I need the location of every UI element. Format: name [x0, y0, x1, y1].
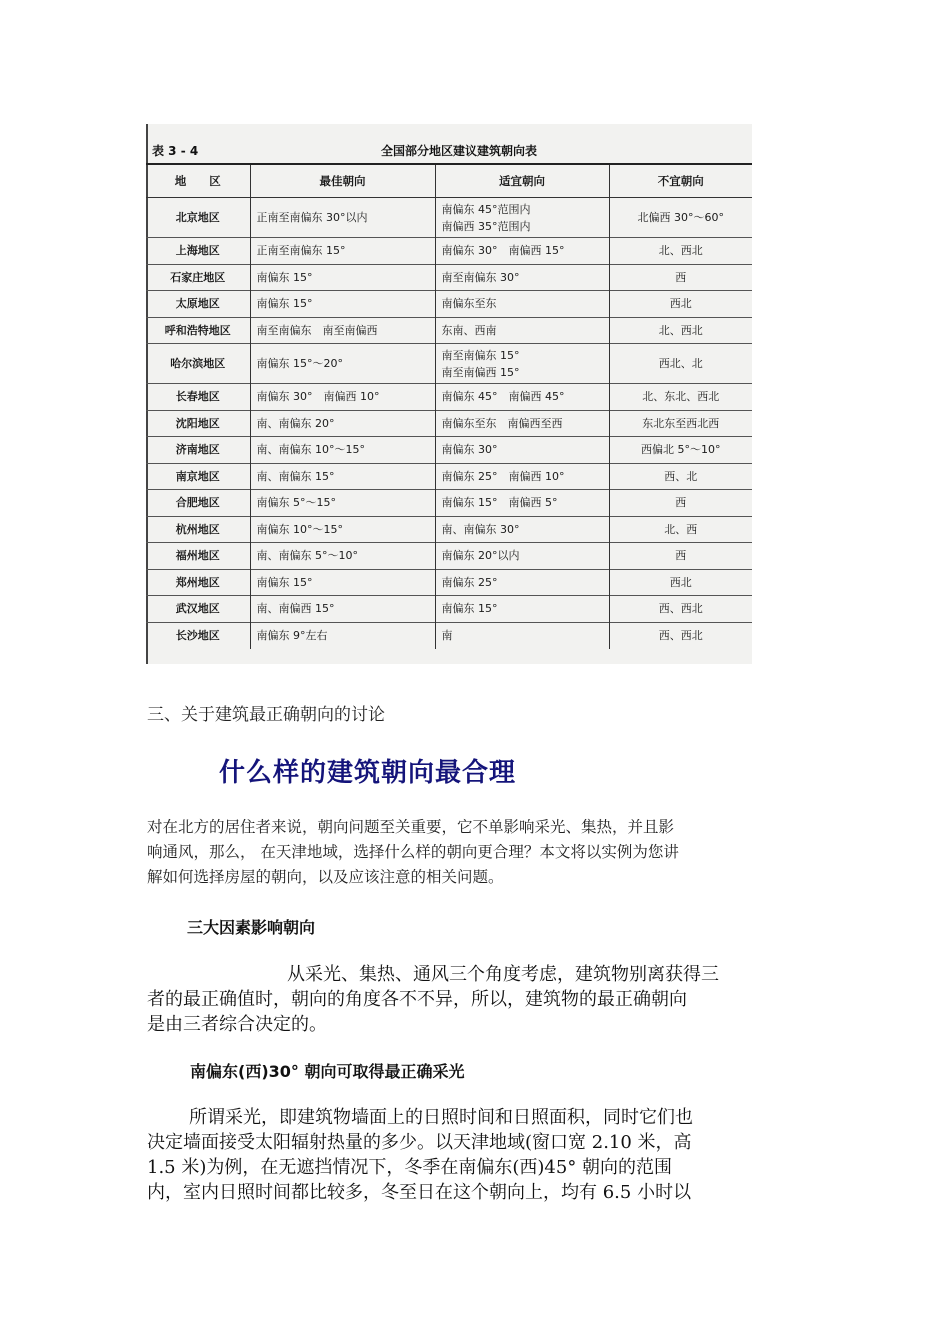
suitable-cell	[435, 516, 609, 543]
suitable-cell	[435, 622, 609, 649]
best-cell	[250, 410, 435, 437]
cell-line: 正南至南偏东 15°	[256, 244, 346, 258]
cell-line: 西	[675, 270, 687, 284]
unsuitable-cell	[609, 198, 752, 238]
best-cell	[250, 344, 435, 384]
suitable-cell	[435, 317, 609, 344]
suitable-cell	[435, 198, 609, 238]
suitable-cell	[435, 463, 609, 490]
cell-line: 北、西北	[658, 244, 703, 258]
cell-line: 南偏东 45°范围内	[441, 202, 531, 216]
table-row	[146, 238, 752, 265]
cell-line: 南偏东 5°～15°	[256, 496, 336, 510]
region-cell	[146, 198, 250, 238]
cell-line: 南、南偏东 20°	[256, 416, 335, 430]
intro-line: 解如何选择房屋的朝向，以及应该注意的相关问题。	[147, 868, 504, 886]
best-cell	[250, 291, 435, 318]
suitable-cell	[435, 291, 609, 318]
best-cell	[250, 264, 435, 291]
table-row	[146, 384, 752, 411]
region-cell	[146, 490, 250, 517]
para-line: 是由三者综合决定的。	[147, 1014, 327, 1035]
unsuitable-cell	[609, 569, 752, 596]
cell-line: 武汉地区	[175, 602, 220, 616]
table-row	[146, 596, 752, 623]
unsuitable-cell	[609, 384, 752, 411]
cell-line: 南、南偏东 10°～15°	[256, 443, 365, 457]
cell-line: 南偏东 30° 南偏西 15°	[441, 244, 565, 258]
table-row	[146, 198, 752, 238]
unsuitable-cell	[609, 317, 752, 344]
cell-line: 北、西	[664, 522, 698, 536]
cell-line: 北偏西 30°～60°	[637, 211, 724, 224]
best-cell	[250, 198, 435, 238]
region-cell	[146, 463, 250, 490]
para-line: 决定墙面接受太阳辐射热量的多少。以天津地域(窗口宽 2.10 米，高	[147, 1132, 692, 1153]
suitable-cell	[435, 384, 609, 411]
cell-line: 西	[675, 496, 687, 510]
unsuitable-cell	[609, 437, 752, 464]
cell-line: 南偏东 15°	[256, 270, 313, 284]
region-cell	[146, 516, 250, 543]
region-cell	[146, 384, 250, 411]
cell-line: 南偏东 15°	[441, 602, 498, 616]
intro-line: 响通风，那么， 在天津地域，选择什么样的朝向更合理？本文将以实例为您讲	[147, 843, 679, 861]
table-row	[146, 264, 752, 291]
cell-line: 西北	[669, 575, 692, 589]
cell-line: 西	[675, 549, 687, 563]
unsuitable-cell	[609, 622, 752, 649]
region-cell	[146, 317, 250, 344]
table-row	[146, 463, 752, 490]
cell-line: 西北	[669, 297, 692, 311]
cell-line: 南偏东 30°	[441, 443, 498, 457]
region-cell	[146, 264, 250, 291]
table-row	[146, 490, 752, 517]
unsuitable-cell	[609, 516, 752, 543]
cell-line: 南偏东 15° 南偏西 5°	[441, 496, 558, 510]
cell-line: 太原地区	[175, 297, 220, 311]
cell-line: 南、南偏东 30°	[441, 522, 520, 536]
cell-line: 南偏东 45° 南偏西 45°	[441, 390, 565, 404]
cell-line: 南	[441, 629, 453, 642]
cell-line: 南偏东 15°	[256, 575, 313, 589]
region-cell	[146, 291, 250, 318]
cell-line: 沈阳地区	[175, 416, 220, 430]
best-cell	[250, 463, 435, 490]
unsuitable-cell	[609, 344, 752, 384]
table-title: 全国部分地区建议建筑朝向表	[380, 144, 537, 158]
section-heading: 三、关于建筑最正确朝向的讨论	[147, 705, 385, 725]
cell-line: 哈尔滨地区	[170, 357, 226, 370]
suitable-cell	[435, 569, 609, 596]
para-line: 1.5 米)为例，在无遮挡情况下，冬季在南偏东(西)45° 朝向的范围	[147, 1157, 673, 1178]
table-row	[146, 516, 752, 543]
header-unsuitable: 不宜朝向	[609, 164, 752, 198]
cell-line: 南偏东 25° 南偏西 10°	[441, 469, 565, 483]
header-best: 最佳朝向	[250, 164, 435, 198]
cell-line: 西偏北 5°～10°	[641, 443, 721, 457]
header-suitable: 适宜朝向	[435, 164, 609, 198]
best-cell	[250, 596, 435, 623]
cell-line: 南偏东至东 南偏西至西	[441, 416, 563, 430]
cell-line: 西北、北	[658, 357, 703, 370]
unsuitable-cell	[609, 238, 752, 265]
cell-line: 南偏东 20°以内	[441, 549, 520, 563]
best-cell	[250, 569, 435, 596]
suitable-cell	[435, 238, 609, 265]
cell-line: 东南、西南	[441, 323, 497, 337]
cell-line: 南、南偏西 15°	[256, 602, 335, 616]
table-row	[146, 291, 752, 318]
orientation-table-scan	[146, 124, 752, 664]
region-cell	[146, 344, 250, 384]
cell-line: 南至南偏西 15°	[441, 365, 520, 379]
region-cell	[146, 437, 250, 464]
unsuitable-cell	[609, 410, 752, 437]
para-line: 内，室内日照时间都比较多，冬至日在这个朝向上，均有 6.5 小时以	[147, 1182, 692, 1203]
suitable-cell	[435, 344, 609, 384]
cell-line: 南、南偏东 15°	[256, 469, 335, 483]
table-header-row	[146, 164, 752, 198]
subhead-lighting: 南偏东(西)30° 朝向可取得最正确采光	[190, 1062, 465, 1081]
best-cell	[250, 238, 435, 265]
header-region: 地 区	[146, 164, 250, 198]
region-cell	[146, 410, 250, 437]
cell-line: 南偏东 25°	[441, 575, 498, 589]
cell-line: 南偏西 35°范围内	[441, 219, 531, 233]
suitable-cell	[435, 410, 609, 437]
cell-line: 南偏东 30° 南偏西 10°	[256, 390, 380, 404]
best-cell	[250, 543, 435, 570]
table-row	[146, 543, 752, 570]
suitable-cell	[435, 264, 609, 291]
cell-line: 南至南偏东 15°	[441, 348, 520, 362]
cell-line: 长春地区	[175, 390, 220, 404]
cell-line: 合肥地区	[175, 496, 220, 510]
paragraph-lighting	[147, 1105, 803, 1205]
unsuitable-cell	[609, 490, 752, 517]
cell-line: 呼和浩特地区	[164, 323, 231, 337]
cell-line: 石家庄地区	[170, 270, 226, 284]
cell-line: 南至南偏东 30°	[441, 270, 520, 284]
region-cell	[146, 622, 250, 649]
unsuitable-cell	[609, 264, 752, 291]
unsuitable-cell	[609, 543, 752, 570]
cell-line: 南偏东 15°	[256, 297, 313, 311]
unsuitable-cell	[609, 291, 752, 318]
cell-line: 福州地区	[175, 549, 220, 563]
cell-line: 济南地区	[175, 443, 220, 457]
cell-line: 北、东北、西北	[642, 390, 720, 404]
best-cell	[250, 437, 435, 464]
table-row	[146, 437, 752, 464]
region-cell	[146, 543, 250, 570]
region-cell	[146, 596, 250, 623]
region-cell	[146, 238, 250, 265]
cell-line: 南偏东 9°左右	[256, 629, 328, 642]
cell-line: 正南至南偏东 30°以内	[256, 211, 368, 224]
para-line: 所谓采光，即建筑物墙面上的日照时间和日照面积，同时它们也	[189, 1107, 693, 1128]
intro-line: 对在北方的居住者来说，朝向问题至关重要，它不单影响采光、集热，并且影	[147, 818, 675, 836]
intro-paragraph	[147, 815, 807, 890]
suitable-cell	[435, 490, 609, 517]
best-cell	[250, 516, 435, 543]
cell-line: 东北东至西北西	[642, 416, 720, 430]
cell-line: 南偏东 10°～15°	[256, 522, 343, 536]
region-cell	[146, 569, 250, 596]
cell-line: 西、西北	[658, 629, 703, 642]
table-caption	[146, 138, 752, 162]
article-title: 什么样的建筑朝向最合理	[219, 758, 517, 788]
cell-line: 北、西北	[658, 323, 703, 337]
cell-line: 郑州地区	[175, 575, 220, 589]
suitable-cell	[435, 543, 609, 570]
cell-line: 南、南偏东 5°～10°	[256, 549, 358, 563]
best-cell	[250, 317, 435, 344]
unsuitable-cell	[609, 463, 752, 490]
table-number: 表 3 - 4	[152, 144, 199, 158]
para-line: 从采光、集热、通风三个角度考虑，建筑物别离获得三	[287, 964, 719, 985]
cell-line: 南京地区	[175, 469, 220, 483]
best-cell	[250, 490, 435, 517]
suitable-cell	[435, 437, 609, 464]
cell-line: 杭州地区	[175, 522, 220, 536]
cell-line: 长沙地区	[175, 629, 220, 642]
cell-line: 西、西北	[658, 602, 703, 616]
best-cell	[250, 622, 435, 649]
cell-line: 南至南偏东 南至南偏西	[256, 323, 378, 337]
subhead-three-factors: 三大因素影响朝向	[187, 918, 316, 937]
best-cell	[250, 384, 435, 411]
paragraph-three-factors	[147, 962, 803, 1037]
cell-line: 南偏东 15°～20°	[256, 357, 343, 370]
cell-line: 南偏东至东	[441, 297, 497, 311]
suitable-cell	[435, 596, 609, 623]
cell-line: 北京地区	[175, 211, 220, 224]
cell-line: 上海地区	[175, 244, 220, 258]
table-row	[146, 410, 752, 437]
cell-line: 西、北	[664, 469, 698, 483]
table-row	[146, 569, 752, 596]
orientation-table	[146, 163, 752, 649]
table-row	[146, 622, 752, 649]
para-line: 者的最正确值时，朝向的角度各不不异，所以，建筑物的最正确朝向	[147, 989, 687, 1010]
table-row	[146, 344, 752, 384]
table-row	[146, 317, 752, 344]
unsuitable-cell	[609, 596, 752, 623]
